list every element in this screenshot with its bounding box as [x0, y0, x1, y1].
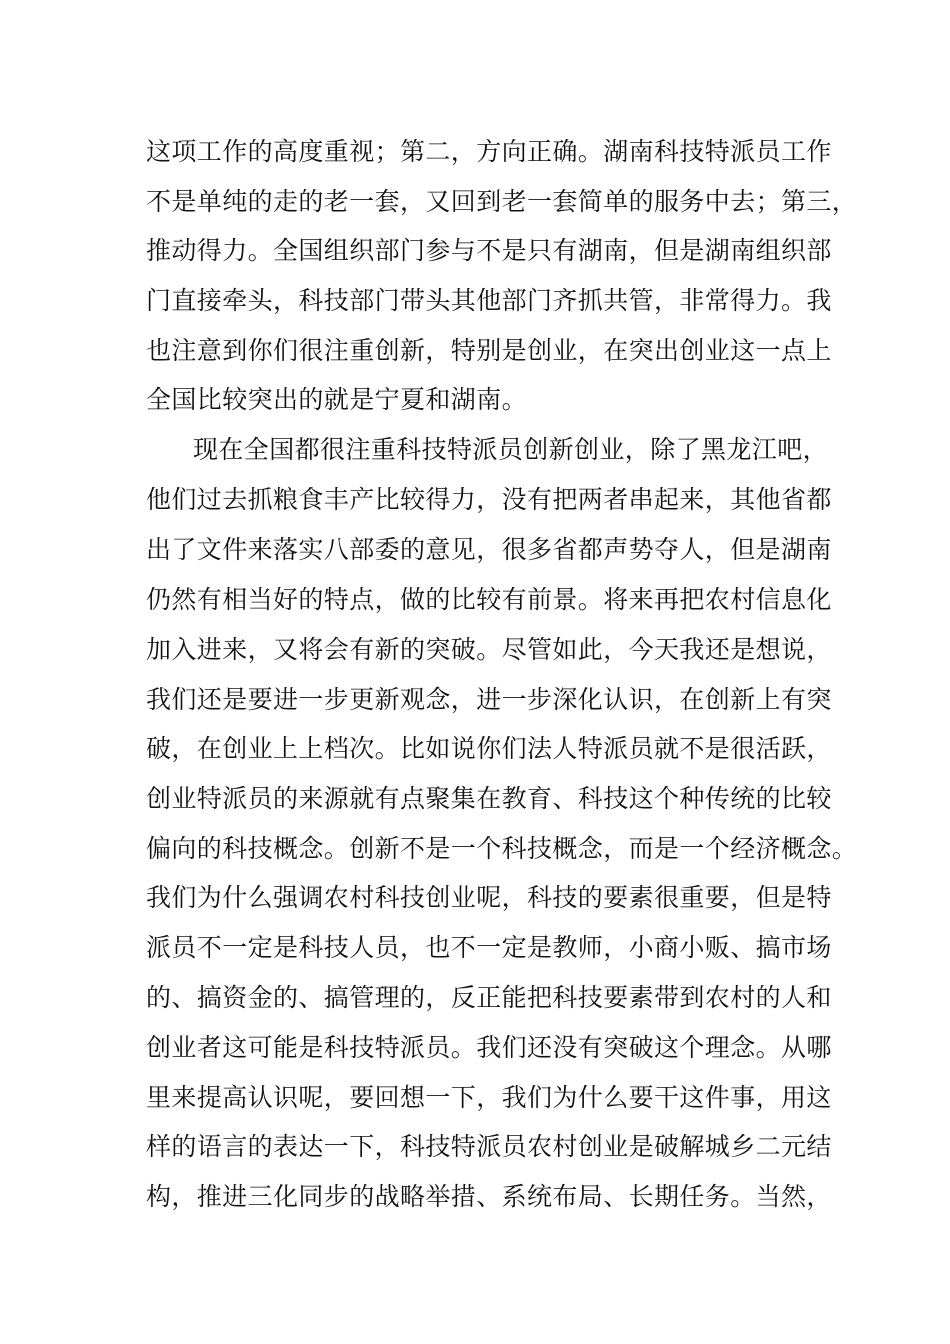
text-line: 推动得力。全国组织部门参与不是只有湖南，但是湖南组织部 — [146, 236, 832, 265]
text-line: 我们为什么强调农村科技创业呢，科技的要素很重要，但是特 — [146, 883, 832, 912]
text-line: 门直接牵头，科技部门带头其他部门齐抓共管，非常得力。我 — [146, 286, 832, 315]
text-line: 的、搞资金的、搞管理的，反正能把科技要素带到农村的人和 — [146, 983, 832, 1012]
text-line: 破，在创业上上档次。比如说你们法人特派员就不是很活跃， — [146, 734, 832, 763]
text-line: 他们过去抓粮食丰产比较得力，没有把两者串起来，其他省都 — [146, 485, 832, 514]
text-line: 不是单纯的走的老一套，又回到老一套简单的服务中去；第三， — [146, 187, 858, 216]
text-line: 我们还是要进一步更新观念，进一步深化认识，在创新上有突 — [146, 685, 832, 714]
text-line: 样的语言的表达一下，科技特派员农村创业是破解城乡二元结 — [146, 1132, 832, 1161]
text-line: 仍然有相当好的特点，做的比较有前景。将来再把农村信息化 — [146, 585, 832, 614]
paragraph-first-line: 现在全国都很注重科技特派员创新创业，除了黑龙江吧， — [193, 435, 829, 464]
text-line: 创业特派员的来源就有点聚集在教育、科技这个种传统的比较 — [146, 784, 832, 813]
text-line: 这项工作的高度重视；第二，方向正确。湖南科技特派员工作 — [146, 137, 832, 166]
text-line: 出了文件来落实八部委的意见，很多省都声势夺人，但是湖南 — [146, 535, 832, 564]
text-line: 也注意到你们很注重创新，特别是创业，在突出创业这一点上 — [146, 336, 832, 365]
text-line: 派员不一定是科技人员，也不一定是教师，小商小贩、搞市场 — [146, 933, 832, 962]
text-line: 加入进来，又将会有新的突破。尽管如此，今天我还是想说， — [146, 635, 832, 664]
text-line: 创业者这可能是科技特派员。我们还没有突破这个理念。从哪 — [146, 1033, 832, 1062]
text-line: 全国比较突出的就是宁夏和湖南。 — [146, 385, 528, 414]
text-line: 里来提高认识呢，要回想一下，我们为什么要干这件事，用这 — [146, 1083, 832, 1112]
text-line: 构，推进三化同步的战略举措、系统布局、长期任务。当然， — [146, 1182, 832, 1211]
text-line: 偏向的科技概念。创新不是一个科技概念，而是一个经济概念。 — [146, 834, 858, 863]
